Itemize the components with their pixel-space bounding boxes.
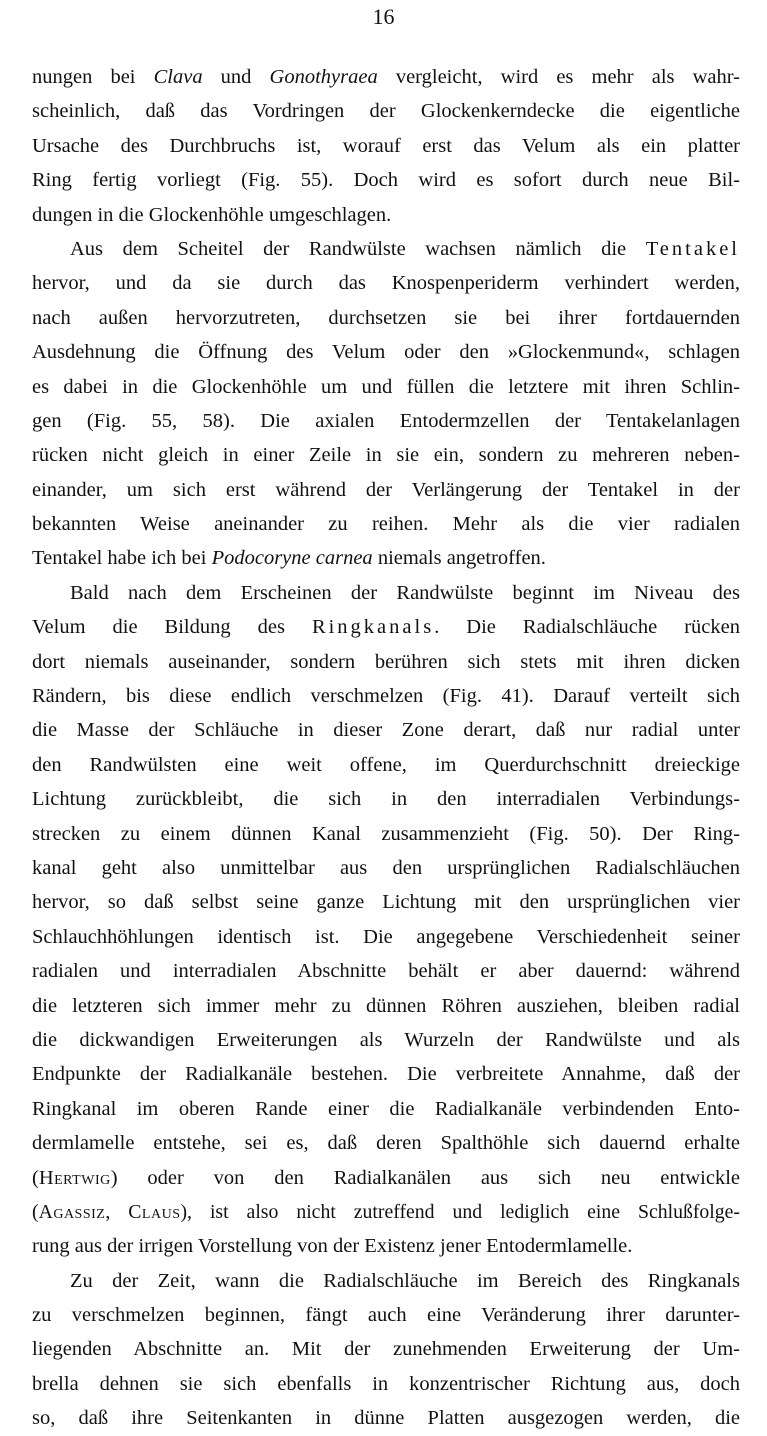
text-segment: Ausdehnung die Öffnung des Velum oder den »Glockenmund«, schlagen xyxy=(32,341,740,364)
text-segment: ( xyxy=(32,1200,39,1223)
text-line xyxy=(32,679,740,713)
text-segment: Ursache des Durchbruchs ist, worauf erst das Velum als ein platter xyxy=(32,134,740,157)
text-segment: Zu der Zeit, wann die Radialschläuche im Bereich des Ringkanals xyxy=(70,1269,740,1292)
text-line xyxy=(32,438,740,472)
italic-taxon-name: Clava xyxy=(153,66,203,88)
text-segment: Ring fertig vorliegt (Fig. 55). Doch wird es sofort durch neue Bil- xyxy=(32,169,740,192)
text-line xyxy=(32,1023,740,1057)
text-segment: dermlamelle entstehe, sei es, daß deren Spalthöhle sich dauernd erhalte xyxy=(32,1132,740,1155)
text-segment: die Masse der Schläuche in dieser Zone derart, daß nur radial unter xyxy=(32,719,740,742)
text-line xyxy=(32,576,740,610)
text-line xyxy=(32,1126,740,1160)
text-segment: scheinlich, daß das Vordringen der Glockenkerndecke die eigentliche xyxy=(32,100,740,123)
text-line xyxy=(32,198,740,232)
text-segment: rung aus der irrigen Vorstellung von der Existenz jener Entodermlamelle. xyxy=(32,1235,633,1258)
text-segment: , xyxy=(105,1200,129,1223)
text-segment: dungen in die Glockenhöhle umgeschlagen. xyxy=(32,203,392,226)
text-segment: zu verschmelzen beginnen, fängt auch eine Veränderung ihrer darunter- xyxy=(32,1304,740,1327)
text-segment: liegenden Abschnitte an. Mit der zunehmenden Erweiterung der Um- xyxy=(32,1338,740,1361)
text-segment: Aus dem Scheitel der Randwülste wachsen nämlich die xyxy=(70,237,646,260)
text-segment: vergleicht, wird es mehr als wahr- xyxy=(377,66,740,88)
text-segment: Bald nach dem Erscheinen der Randwülste beginnt im Niveau des xyxy=(70,581,740,604)
text-line xyxy=(32,541,740,575)
text-line xyxy=(32,266,740,300)
text-segment: einander, um sich erst während der Verlängerung der Tentakel in der xyxy=(32,478,740,501)
text-line xyxy=(32,851,740,885)
text-segment: dort niemals auseinander, sondern berühren sich stets mit ihren dicken xyxy=(32,650,740,673)
text-line xyxy=(32,404,740,438)
text-segment: Endpunkte der Radialkanäle bestehen. Die verbreitete Annahme, daß der xyxy=(32,1063,740,1086)
text-segment: Ringkanal im oberen Rande einer die Radialkanäle verbindenden Ento- xyxy=(32,1097,740,1120)
italic-taxon-name: Podocoryne carnea xyxy=(211,547,373,570)
text-segment: und xyxy=(202,66,270,88)
text-line xyxy=(32,1332,740,1366)
text-line xyxy=(32,163,740,197)
author-name: Claus xyxy=(128,1200,181,1223)
text-segment: gen (Fig. 55, 58). Die axialen Entodermzellen der Tentakelanlagen xyxy=(32,409,740,432)
text-line xyxy=(32,301,740,335)
text-line xyxy=(32,1195,740,1229)
text-line xyxy=(32,129,740,163)
text-segment: strecken zu einem dünnen Kanal zusammenzieht (Fig. 50). Der Ring- xyxy=(32,822,740,845)
text-line xyxy=(32,748,740,782)
body-text xyxy=(32,60,740,1436)
text-segment: Schlauchhöhlungen identisch ist. Die angegebene Verschiedenheit seiner xyxy=(32,925,740,948)
text-line xyxy=(32,1401,740,1435)
text-segment: ), ist also nicht zutreffend und lediglich eine Schlußfolge- xyxy=(180,1200,740,1223)
author-name: Hertwig xyxy=(38,1166,111,1189)
text-line xyxy=(32,473,740,507)
text-line xyxy=(32,232,740,266)
author-name: Agassiz xyxy=(38,1200,106,1223)
text-line xyxy=(32,782,740,816)
spaced-term: Ringkanals xyxy=(311,616,435,639)
text-segment: hervor, und da sie durch das Knospenperiderm verhindert werden, xyxy=(32,272,740,295)
text-line xyxy=(32,1298,740,1332)
text-segment: Velum die Bildung des xyxy=(32,616,312,639)
text-line xyxy=(32,989,740,1023)
text-line xyxy=(32,920,740,954)
text-segment: bekannten Weise aneinander zu reihen. Mehr als die vier radialen xyxy=(32,513,740,536)
text-segment: den Randwülsten eine weit offene, im Querdurchschnitt dreieckige xyxy=(32,753,740,776)
text-segment: rücken nicht gleich in einer Zeile in sie ein, sondern zu mehreren neben- xyxy=(32,444,740,467)
text-line xyxy=(32,1264,740,1298)
text-segment: kanal geht also unmittelbar aus den ursprünglichen Radialschläuchen xyxy=(32,856,740,879)
italic-taxon-name: Gonothyraea xyxy=(269,66,378,88)
text-segment: es dabei in die Glockenhöhle um und füllen die letztere mit ihren Schlin- xyxy=(32,375,740,398)
text-segment: ( xyxy=(32,1166,39,1189)
text-segment: so, daß ihre Seitenkanten in dünne Platten ausgezogen werden, die xyxy=(32,1407,740,1430)
text-segment: brella dehnen sie sich ebenfalls in konzentrischer Richtung aus, doch xyxy=(32,1372,740,1395)
text-line xyxy=(32,1229,740,1263)
text-line xyxy=(32,817,740,851)
text-line xyxy=(32,713,740,747)
text-segment: die dickwandigen Erweiterungen als Wurzeln der Randwülste und als xyxy=(32,1028,740,1051)
text-segment: radialen und interradialen Abschnitte behält er aber dauernd: während xyxy=(32,960,740,983)
text-line xyxy=(32,1367,740,1401)
text-line xyxy=(32,507,740,541)
text-line xyxy=(32,1092,740,1126)
text-line xyxy=(32,645,740,679)
text-line xyxy=(32,954,740,988)
text-line xyxy=(32,610,740,644)
text-segment: ) oder von den Radialkanälen aus sich neu entwickle xyxy=(110,1166,740,1189)
text-segment: Rändern, bis diese endlich verschmelzen (Fig. 41). Darauf verteilt sich xyxy=(32,685,740,708)
spaced-term: Tentakel xyxy=(645,237,740,260)
text-segment: . Die Radialschläuche rücken xyxy=(434,616,740,639)
text-line xyxy=(32,1057,740,1091)
text-line xyxy=(32,370,740,404)
text-line xyxy=(32,335,740,369)
text-segment: die letzteren sich immer mehr zu dünnen Röhren ausziehen, bleiben radial xyxy=(32,994,740,1017)
text-segment: hervor, so daß selbst seine ganze Lichtung mit den ursprünglichen vier xyxy=(32,891,740,914)
text-segment: Tentakel habe ich bei xyxy=(32,547,212,570)
page-number: 16 xyxy=(372,4,395,29)
text-segment: nungen bei xyxy=(32,66,154,88)
text-segment: niemals angetroffen. xyxy=(372,547,546,570)
text-line xyxy=(32,94,740,128)
text-line xyxy=(32,885,740,919)
text-line xyxy=(32,1161,740,1195)
text-segment: nach außen hervorzutreten, durchsetzen sie bei ihrer fortdauernden xyxy=(32,306,740,329)
text-line xyxy=(32,60,740,94)
text-segment: Lichtung zurückbleibt, die sich in den interradialen Verbindungs- xyxy=(32,788,740,811)
